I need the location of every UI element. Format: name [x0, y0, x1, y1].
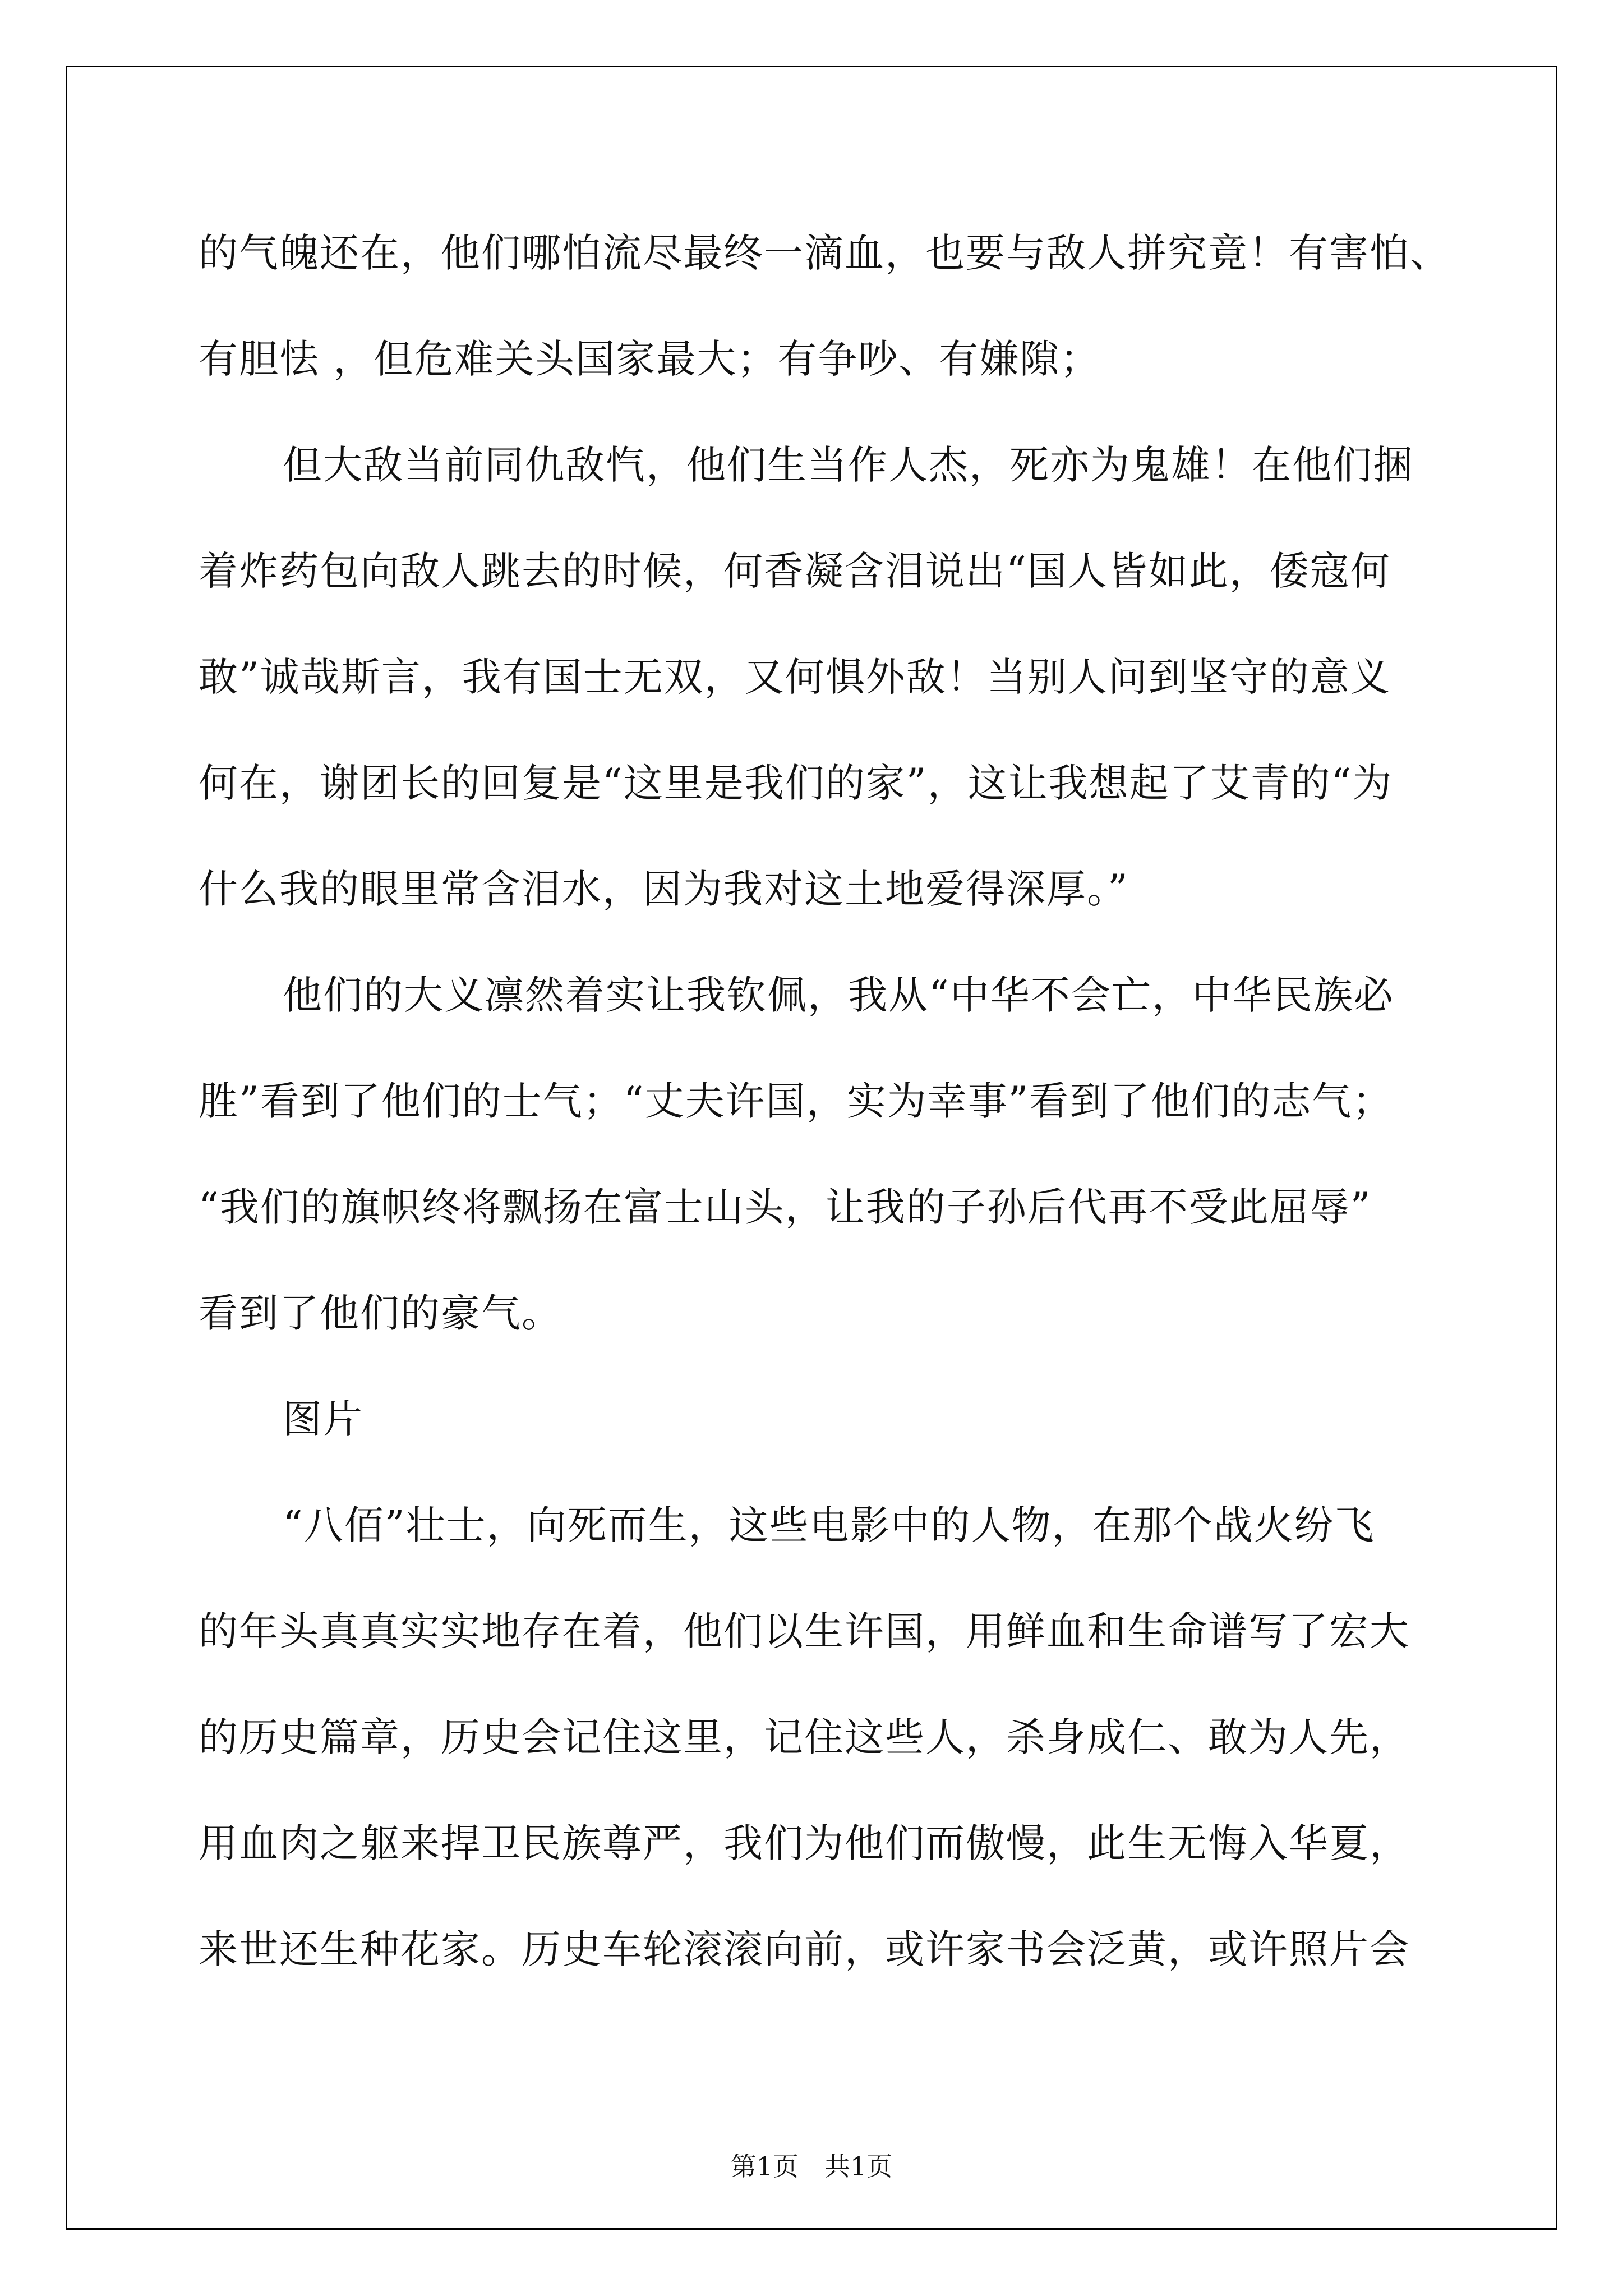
- text-line: 看到了他们的豪气。: [199, 1290, 562, 1336]
- text-line: 但大敌当前同仇敌忾，他们生当作人杰，死亦为鬼雄！在他们捆: [283, 442, 1413, 488]
- text-line: 来世还生种花家。历史车轮滚滚向前，或许家书会泛黄，或许照片会: [199, 1926, 1410, 1972]
- text-line: 着炸药包向敌人跳去的时候，何香凝含泪说出“国人皆如此，倭寇何: [199, 548, 1391, 594]
- page-border: [66, 66, 1557, 2230]
- text-line: 的历史篇章，历史会记住这里，记住这些人，杀身成仁、敢为人先，: [199, 1714, 1410, 1760]
- text-line: “八佰”壮士，向死而生，这些电影中的人物，在那个战火纷飞: [283, 1502, 1375, 1548]
- text-line: 图片: [283, 1396, 363, 1442]
- text-line: 他们的大义凛然着实让我钦佩，我从“中华不会亡，中华民族必: [283, 972, 1394, 1018]
- text-line: 何在，谢团长的回复是“这里是我们的家”，这让我想起了艾青的“为: [199, 760, 1393, 806]
- text-line: 用血肉之躯来捍卫民族尊严，我们为他们而傲慢，此生无悔入华夏，: [199, 1820, 1410, 1866]
- text-line: 胜”看到了他们的士气；“丈夫许国，实为幸事”看到了他们的志气；: [199, 1078, 1393, 1124]
- text-line: 的年头真真实实地存在着，他们以生许国，用鲜血和生命谱写了宏大: [199, 1608, 1410, 1654]
- text-line: 的气魄还在，他们哪怕流尽最终一滴血，也要与敌人拼究竟！有害怕、: [199, 230, 1450, 276]
- text-line: “我们的旗帜终将飘扬在富士山头，让我的子孙后代再不受此屈辱”: [199, 1184, 1372, 1230]
- text-line: 什么我的眼里常含泪水，因为我对这土地爱得深厚。”: [199, 866, 1129, 912]
- page-footer: 第1页 共1页: [730, 2151, 893, 2182]
- text-line: 敢”诚哉斯言，我有国士无双，又何惧外敌！当别人问到坚守的意义: [199, 654, 1391, 700]
- text-line: 有胆怯 ，但危难关头国家最大；有争吵、有嫌隙；: [199, 336, 1101, 382]
